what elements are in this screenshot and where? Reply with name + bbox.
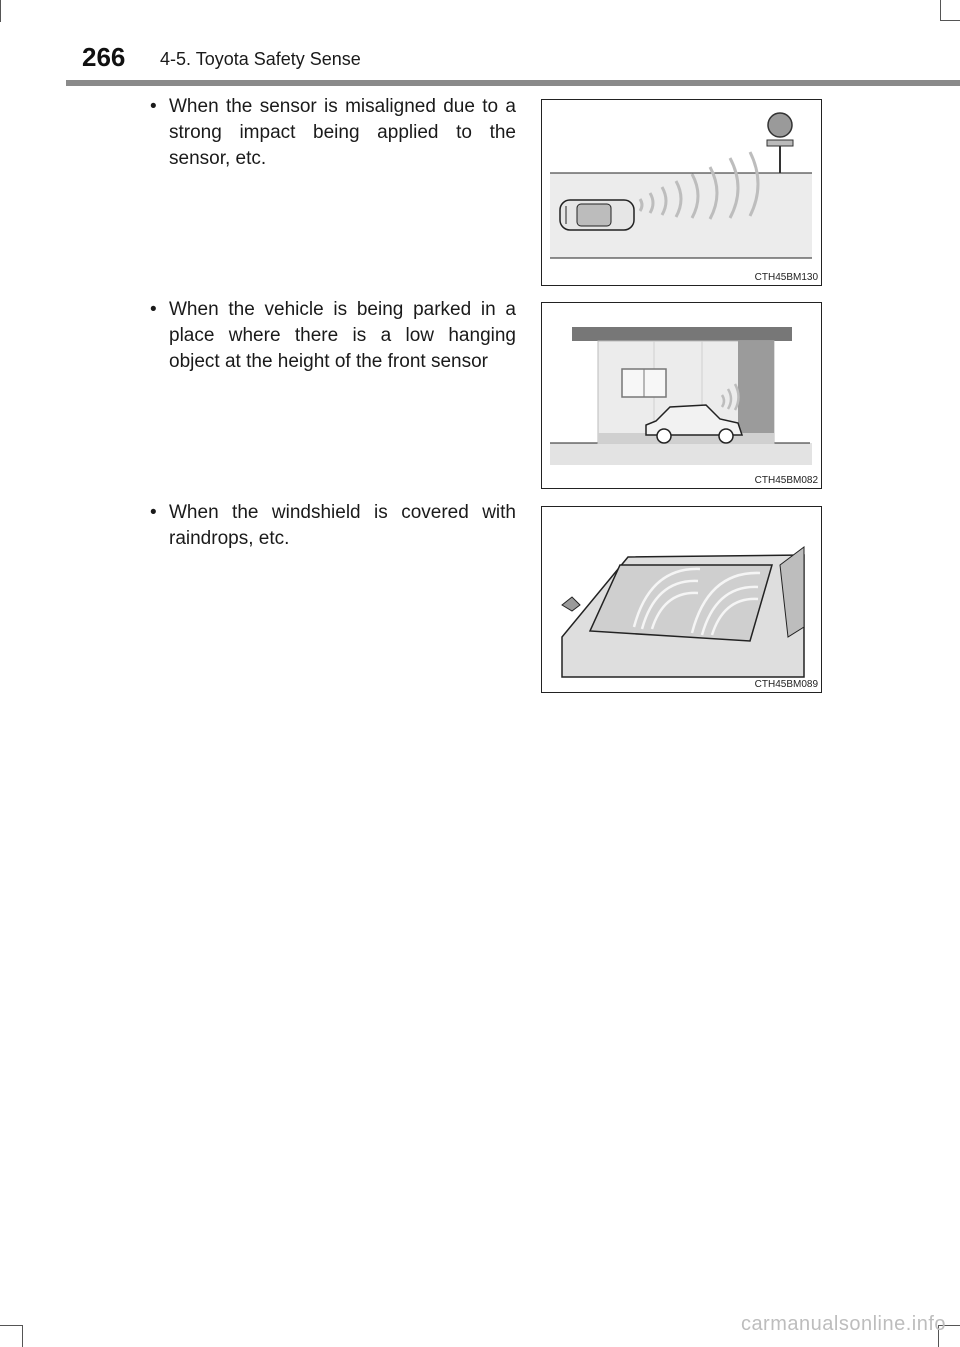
crop-mark-bottom-left-v — [22, 1325, 23, 1347]
list-item-raindrops — [150, 500, 516, 552]
figure-code: CTH45BM089 — [754, 679, 818, 690]
bullet-marker: • — [150, 299, 157, 320]
page-header — [0, 0, 960, 90]
list-item-sensor-misaligned — [150, 94, 516, 172]
illustration-windshield-raindrops — [542, 507, 821, 692]
figure-sensor-misaligned — [541, 99, 822, 286]
list-item-text: When the windshield is covered with raindrops, etc. — [169, 502, 516, 549]
section-title: 4-5. Toyota Safety Sense — [160, 49, 361, 69]
bullet-marker: • — [150, 502, 157, 523]
illustration-parked-garage — [542, 303, 821, 488]
figure-low-hanging-object — [541, 302, 822, 489]
figure-raindrops — [541, 506, 822, 693]
list-item-text: When the vehicle is being parked in a place where there is a low hanging object at the height of the front sensor — [169, 299, 516, 372]
bullet-marker: • — [150, 96, 157, 117]
list-item-low-hanging-object — [150, 297, 516, 375]
figure-code: CTH45BM082 — [754, 475, 818, 486]
figure-code: CTH45BM130 — [754, 272, 818, 283]
page-number: 266 — [82, 42, 126, 72]
header-rule — [66, 80, 960, 86]
crop-mark-bottom-left — [0, 1325, 22, 1326]
footer-watermark: carmanualsonline.info — [740, 1313, 946, 1335]
list-item-text: When the sensor is misaligned due to a strong impact being applied to the sensor, etc. — [169, 96, 516, 169]
illustration-misaligned-sensor — [542, 100, 821, 285]
